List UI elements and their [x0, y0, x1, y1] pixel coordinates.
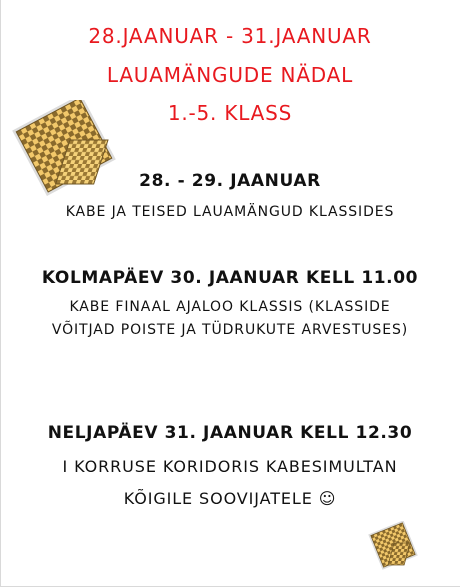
title-event: LAUAMÄNGUDE NÄDAL	[106, 63, 354, 87]
section-text-2-line-2: VÕITJAD POISTE JA TÜDRUKUTE ARVESTUSES)	[51, 322, 409, 338]
section-heading-3: NELJAPÄEV 31. JAANUAR KELL 12.30	[47, 423, 413, 443]
title-dates: 28.JAANUAR - 31.JAANUAR	[88, 24, 372, 48]
checkerboard-image-small	[368, 521, 418, 573]
section-heading-2: KOLMAPÄEV 30. JAANUAR KELL 11.00	[41, 268, 419, 288]
section-text-3-line-2: KÕIGILE SOOVIJATELE ☺	[123, 489, 337, 508]
section-text-3-line-1: I KORRUSE KORIDORIS KABESIMULTAN	[62, 457, 398, 476]
section-text-2-line-1: KABE FINAAL AJALOO KLASSIS (KLASSIDE	[69, 299, 391, 315]
section-heading-1: 28. - 29. JAANUAR	[139, 171, 321, 191]
section-text-1-line-1: KABE JA TEISED LAUAMÄNGUD KLASSIDES	[65, 204, 395, 220]
title-grades: 1.-5. KLASS	[167, 101, 293, 125]
